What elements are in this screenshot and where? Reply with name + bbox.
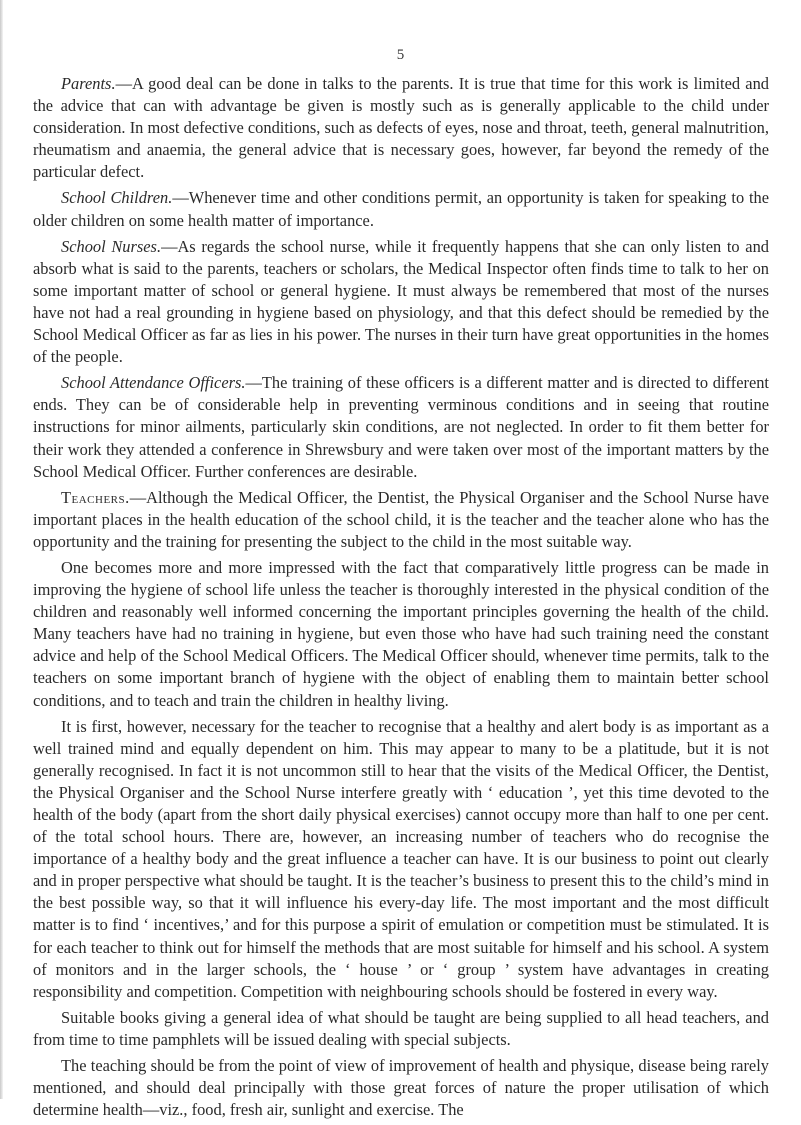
paragraph-heading: Teachers.	[61, 487, 130, 507]
paragraph-healthy-body	[33, 716, 769, 1003]
paragraph-text: Suitable books giving a general idea of what should be taught are being supplied to all head teachers, and from time to time pamphlets will be issued dealing with special subjects.	[33, 1007, 769, 1049]
paragraph-teachers	[33, 487, 769, 553]
paragraph-heading: School Children.	[61, 188, 173, 208]
paragraph-books	[33, 1007, 769, 1051]
paragraph-teaching	[33, 1055, 769, 1121]
paragraph-heading: School Nurses.	[61, 236, 162, 256]
paragraph-school-children	[33, 187, 769, 231]
paragraph-text: —Whenever time and other conditions permit, an opportunity is taken for speaking to the older children on some health matter of importance.	[33, 188, 769, 230]
paragraph-heading: Parents.	[61, 74, 116, 93]
page-number: 5	[396, 47, 405, 63]
paragraph-text: —Although the Medical Officer, the Dentist, the Physical Organiser and the School Nurse have important places in the health education of the school child, it is the teacher and the teacher alone who has the opportunity and the training for presenting the subject to the child in the most suitable way.	[33, 487, 769, 551]
body-text	[33, 73, 769, 1125]
paragraph-parents	[33, 73, 769, 183]
paragraph-progress	[33, 557, 769, 712]
paragraph-text: It is first, however, necessary for the teacher to recognise that a healthy and alert body is as important as a well trained mind and equally dependent on him. This may appear to many to be a platitude, but it is not generally recognised. In fact it is not uncommon still to hear that the visits of the Medical Officer, the Dentist, the Physical Organiser and the School Nurse interfere greatly with ‘ education ’, yet this time devoted to the health of the body (apart from the short daily physical exercises) cannot occupy more than half to one per cent. of the total school hours. There are, however, an increasing number of teachers who do recognise the importance of a healthy body and the great influence a teacher can have. It is our business to point out clearly and in proper perspective what should be taught. It is the teacher’s business to present this to the child’s mind in the best possible way, so that it will influence his every-day life. The most important and the most difficult matter is to find ‘ incentives,’ and for this purpose a spirit of emulation or competition must be stimulated. It is for each teacher to think out for himself the methods that are most suitable for himself and his school. A system of monitors and in the larger schools, the ‘ house ’ or ‘ group ’ system have advantages in creating responsibility and competition. Competition with neighbouring schools should be fostered in every way.	[33, 716, 769, 1001]
paragraph-school-nurses	[33, 236, 769, 369]
scan-edge-shadow	[0, 0, 3, 1099]
paragraph-text: —A good deal can be done in talks to the parents. It is true that time for this work is limited and the advice that can with advantage be given is mostly such as is generally applicable to the child under consideration. In most defective conditions, such as defects of eyes, nose and throat, teeth, general malnutrition, rheumatism and anaemia, the general advice that is necessary goes, however, far beyond the remedy of the particular defect.	[33, 74, 769, 182]
paragraph-text: —As regards the school nurse, while it frequently happens that she can only listen to and absorb what is said to the parents, teachers or scholars, the Medical Inspector often finds time to talk to her on some important matter of school or general hygiene. It must always be remembered that most of the nurses have not had a real grounding in hygiene based on physiology, and that this defect should be remedied by the School Medical Officer as far as lies in his power. The nurses in their turn have great opportunities in the homes of the people.	[33, 236, 769, 367]
paragraph-text: One becomes more and more impressed with the fact that comparatively little progress can be made in improving the hygiene of school life unless the teacher is thoroughly interested in the physical condition of the children and reasonably well informed concerning the important principles governing the health of the child. Many teachers have had no training in hygiene, but even those who have had such training need the constant advice and help of the School Medical Officers. The Medical Officer should, whenever time permits, talk to the teachers on some important branch of hygiene with the object of enabling them to maintain better school conditions, and to teach and train the children in healthy living.	[33, 557, 769, 710]
paragraph-attendance-officers	[33, 372, 769, 482]
paragraph-heading: School Attendance Officers.	[61, 373, 246, 393]
paragraph-text: The teaching should be from the point of view of improvement of health and physique, disease being rarely mentioned, and should deal principally with those great forces of nature the proper utilisation of which determine health—viz., food, fresh air, sunlight and exercise. The	[33, 1056, 769, 1120]
paragraph-text: —The training of these officers is a different matter and is directed to different ends. They can be of considerable help in preventing verminous conditions and in seeing that routine instructions for minor ailments, particularly skin conditions, are not neglected. In order to fit them better for their work they attended a conference in Shrewsbury and were taken over most of the important matters by the School Medical Officer. Further conferences are desirable.	[33, 373, 769, 481]
